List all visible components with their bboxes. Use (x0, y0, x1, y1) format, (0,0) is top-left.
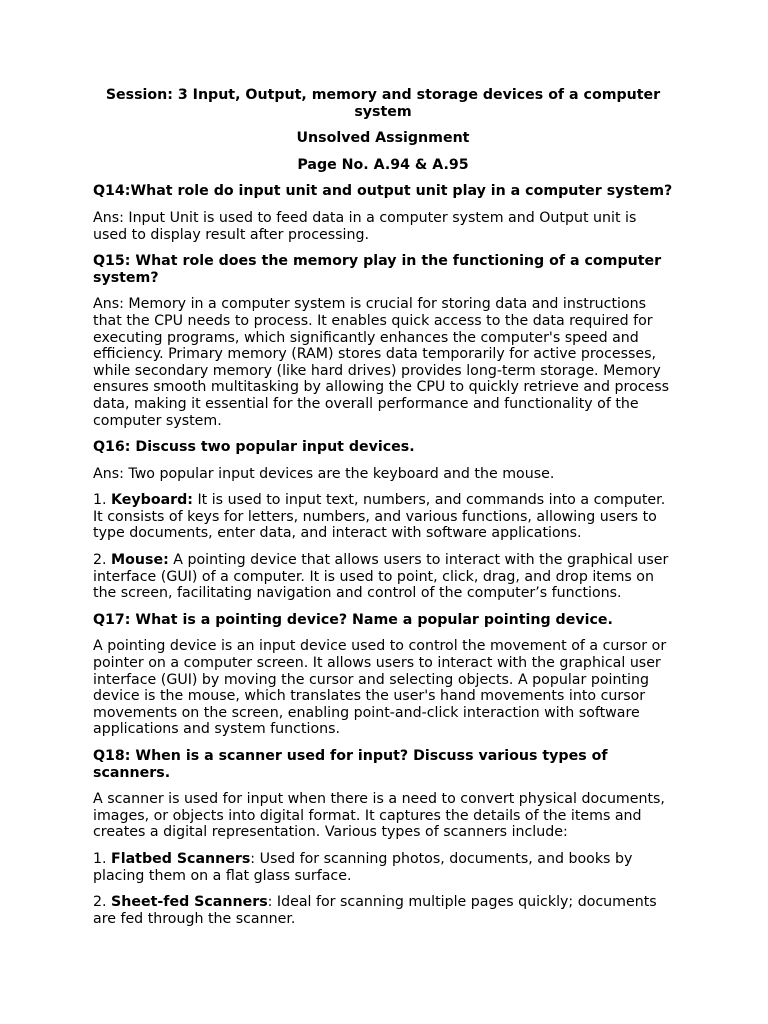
item-number: 2. (93, 552, 112, 569)
answer-15: Ans: Memory in a computer system is crucial for storing data and instructions that the CPU needs to process. It enables quick access to the data required for executing programs, which significantly enhances the computer's speed and efficiency. Primary memory (RAM) stores data temporarily for active processes, while secondary memory (like hard drives) provides long-term storage. Memory ensures smooth multitasking by allowing the CPU to quickly retrieve and process data, making it essential for the overall performance and functionality of the computer system. (93, 296, 670, 429)
answer-17: A pointing device is an input device used to control the movement of a cursor or pointer on a computer screen. It allows users to interact with the graphical user interface (GUI) by moving the cursor and selecting objects. A popular pointing device is the mouse, which translates the user's hand movements into cursor movements on the screen, enabling point-and-click interaction with software applications and system functions. (93, 638, 667, 738)
item-text: : Ideal for scanning multiple pages quickly; documents are fed through the scanner. (93, 894, 657, 927)
page-reference: Page No. A.94 & A.95 (297, 156, 469, 173)
item-term: Keyboard: (111, 492, 193, 509)
item-number: 1. (93, 850, 112, 867)
question-15: Q15: What role does the memory play in the functioning of a computer system? (93, 253, 662, 286)
item-text: : Used for scanning photos, documents, and books by placing them on a flat glass surface. (93, 850, 633, 884)
assignment-heading: Unsolved Assignment (296, 130, 470, 147)
answer-16-item-keyboard (93, 492, 673, 542)
item-text: It is used to input text, numbers, and commands into a computer. It consists of keys for letters, numbers, and various functions, allowing users to type documents, enter data, and interact with software applications. (93, 492, 666, 542)
answer-16-intro: Ans: Two popular input devices are the keyboard and the mouse. (93, 465, 555, 482)
item-term: Mouse: (111, 552, 169, 569)
item-term: Flatbed Scanners (111, 850, 251, 867)
answer-16-item-mouse (93, 552, 673, 602)
question-16: Q16: Discuss two popular input devices. (93, 439, 415, 456)
answer-18-intro: A scanner is used for input when there is a need to convert physical documents, images, or objects into digital format. It captures the details of the items and creates a digital representation. Various types of scanners include: (93, 791, 665, 841)
item-number: 1. (93, 492, 112, 509)
answer-18-item-flatbed (93, 851, 673, 884)
answer-18-item-sheetfed (93, 894, 673, 927)
item-term: Sheet-fed Scanners (111, 894, 268, 911)
item-number: 2. (93, 894, 112, 911)
question-14: Q14:What role do input unit and output unit play in a computer system? (93, 183, 673, 200)
answer-14: Ans: Input Unit is used to feed data in a computer system and Output unit is used to display result after processing. (93, 209, 637, 243)
question-17: Q17: What is a pointing device? Name a popular pointing device. (93, 611, 613, 628)
session-title: Session: 3 Input, Output, memory and storage devices of a computer system (105, 87, 661, 120)
question-18: Q18: When is a scanner used for input? Discuss various types of scanners. (93, 748, 608, 781)
document-body (93, 87, 673, 937)
item-text: A pointing device that allows users to interact with the graphical user interface (GUI) of a computer. It is used to point, click, drag, and drop items on the screen, facilitating navigation and control of the computer’s functions. (93, 552, 669, 602)
